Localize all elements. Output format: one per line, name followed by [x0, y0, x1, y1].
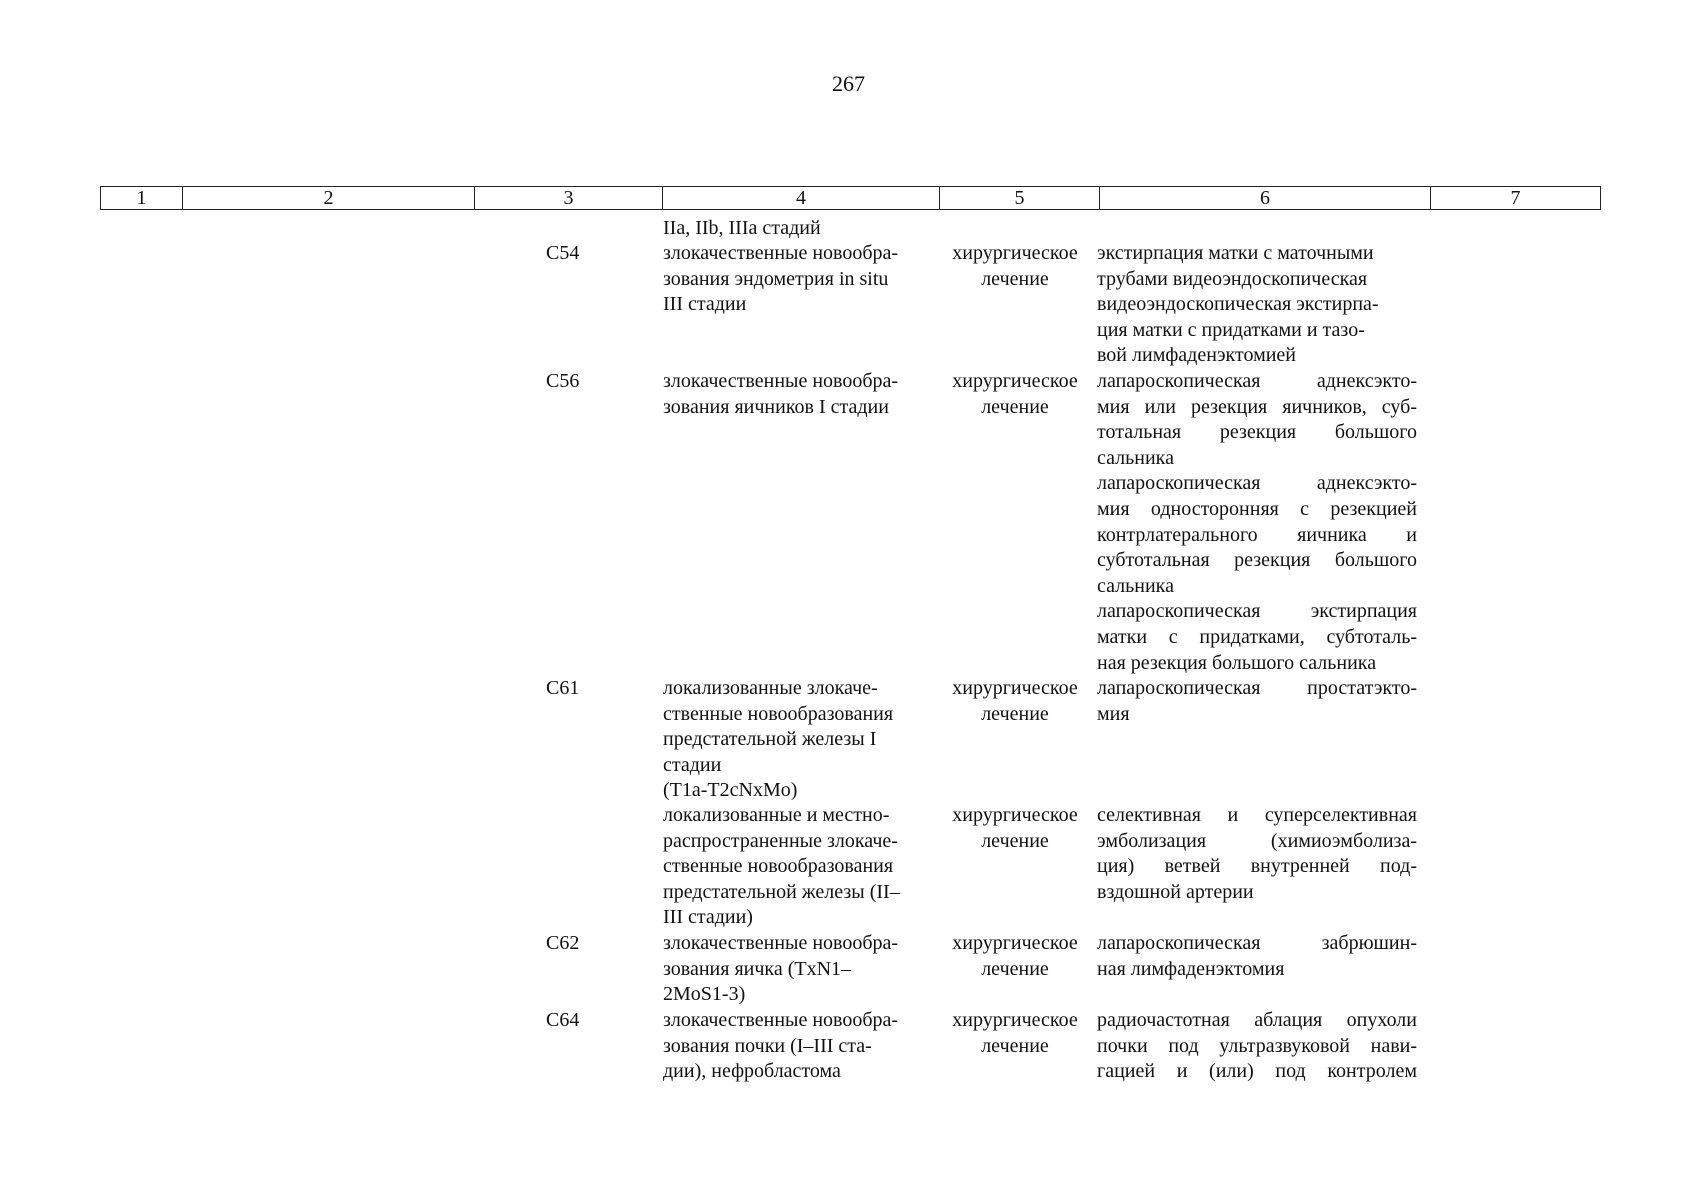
- method-cell-line: мия: [1097, 702, 1130, 725]
- treatment-type-cell: [940, 1008, 1090, 1059]
- method-cell-line: почки под ультразвуковой нави-: [1097, 1034, 1417, 1057]
- method-cell: [1097, 676, 1417, 727]
- method-cell-line: трубами видеоэндоскопическая: [1097, 267, 1368, 290]
- diagnosis-cell-line: локализованные и местно-: [663, 804, 890, 826]
- diagnosis-cell: [663, 216, 931, 242]
- column-number-3: 3: [475, 187, 663, 210]
- diagnosis-cell-line: предстательной железы I: [663, 728, 877, 751]
- method-cell-line: лапароскопическая простатэкто-: [1097, 677, 1417, 699]
- diagnosis-cell-line: III стадии): [663, 906, 753, 929]
- treatment-type-cell-line: лечение: [981, 702, 1049, 725]
- method-cell-line: лапароскопическая забрюшин-: [1097, 932, 1417, 954]
- diagnosis-cell-line: злокачественные новообра-: [663, 370, 899, 392]
- diagnosis-cell-line: зования почки (I–III ста-: [663, 1034, 872, 1057]
- treatment-type-cell-line: лечение: [981, 267, 1049, 290]
- method-cell-line: видеоэндоскопическая экстирпа-: [1097, 293, 1379, 316]
- diagnosis-cell-line: зования эндометрия in situ: [663, 267, 889, 290]
- diagnosis-cell: [663, 241, 931, 318]
- column-number-2: 2: [183, 187, 475, 210]
- treatment-type-cell-line: хирургическое: [952, 804, 1078, 826]
- diagnosis-cell-line: злокачественные новообра-: [663, 932, 899, 954]
- method-cell: [1097, 803, 1417, 905]
- method-cell-line: сальника: [1097, 574, 1174, 597]
- method-cell-line: ная лимфаденэктомия: [1097, 957, 1285, 980]
- method-cell-line: вой лимфаденэктомией: [1097, 344, 1297, 367]
- icd-code: C64: [546, 1009, 580, 1031]
- treatment-type-cell-line: хирургическое: [952, 1009, 1078, 1031]
- method-cell-line: лапароскопическая аднексэкто-: [1097, 370, 1417, 392]
- method-cell-line: мия односторонняя с резекцией: [1097, 497, 1417, 520]
- diagnosis-cell-line: III стадии: [663, 293, 747, 316]
- method-cell-line: ная резекция большого сальника: [1097, 651, 1377, 674]
- icd-code: C54: [546, 242, 580, 264]
- method-cell: [1097, 241, 1417, 369]
- column-number-6: 6: [1100, 187, 1431, 210]
- method-cell-line: субтотальная резекция большого: [1097, 549, 1417, 572]
- method-cell-line: вздошной артерии: [1097, 880, 1254, 903]
- method-cell-line: селективная и суперселективная: [1097, 804, 1417, 826]
- page-number: 267: [832, 71, 865, 96]
- method-cell: [1097, 369, 1417, 676]
- diagnosis-cell-line: ственные новообразования: [663, 702, 894, 725]
- method-cell-line: матки с придатками, субтоталь-: [1097, 625, 1417, 648]
- treatment-type-cell-line: хирургическое: [952, 932, 1078, 954]
- treatment-type-cell-line: лечение: [981, 829, 1049, 852]
- diagnosis-cell-line: дии), нефробластома: [663, 1060, 841, 1083]
- diagnosis-cell-line: предстательной железы (II–: [663, 880, 900, 903]
- diagnosis-cell-line: распространенные злокаче-: [663, 829, 898, 852]
- diagnosis-cell: [663, 676, 931, 804]
- method-cell-line: лапароскопическая экстирпация: [1097, 600, 1417, 623]
- diagnosis-cell: [663, 803, 931, 931]
- icd-code: C56: [546, 370, 580, 392]
- diagnosis-cell-line: локализованные злокаче-: [663, 677, 878, 699]
- diagnosis-cell: [663, 1008, 931, 1085]
- method-cell-line: мия или резекция яичников, суб-: [1097, 395, 1417, 418]
- diagnosis-cell-line: ственные новообразования: [663, 855, 894, 878]
- diagnosis-cell-line: зования яичка (TxN1–: [663, 957, 852, 980]
- column-number-4: 4: [663, 187, 940, 210]
- treatment-type-cell-line: хирургическое: [952, 370, 1078, 392]
- method-cell-line: гацией и (или) под контролем: [1097, 1060, 1417, 1083]
- treatment-type-cell: [940, 803, 1090, 854]
- method-cell-line: радиочастотная аблация опухоли: [1097, 1009, 1417, 1031]
- diagnosis-cell-line: IIa, IIb, IIIa стадий: [663, 216, 821, 239]
- method-cell: [1097, 931, 1417, 982]
- method-cell-line: ция) ветвей внутренней под-: [1097, 855, 1417, 878]
- method-cell-line: эмболизация (химиоэмболиза-: [1097, 829, 1417, 852]
- treatment-type-cell-line: лечение: [981, 957, 1049, 980]
- diagnosis-cell-line: злокачественные новообра-: [663, 242, 899, 264]
- treatment-type-cell: [940, 241, 1090, 292]
- treatment-type-cell: [940, 676, 1090, 727]
- treatment-type-cell-line: лечение: [981, 395, 1049, 418]
- method-cell-line: тотальная резекция большого: [1097, 421, 1417, 444]
- method-cell-line: ция матки с придатками и тазо-: [1097, 318, 1365, 341]
- column-number-5: 5: [940, 187, 1100, 210]
- diagnosis-cell: [663, 931, 931, 1008]
- method-cell-line: контрлатерального яичника и: [1097, 523, 1417, 546]
- diagnosis-cell-line: стадии: [663, 753, 722, 776]
- treatment-type-cell-line: лечение: [981, 1034, 1049, 1057]
- treatment-type-cell-line: хирургическое: [952, 677, 1078, 699]
- diagnosis-cell-line: зования яичников I стадии: [663, 395, 889, 418]
- diagnosis-cell: [663, 369, 931, 420]
- method-cell-line: лапароскопическая аднексэкто-: [1097, 472, 1417, 495]
- column-number-1: 1: [101, 187, 183, 210]
- diagnosis-cell-line: 2MoS1-3): [663, 983, 746, 1006]
- icd-code: C62: [546, 932, 580, 954]
- treatment-type-cell: [940, 931, 1090, 982]
- method-cell-line: экстирпация матки с маточными: [1097, 242, 1374, 264]
- column-number-header: [100, 186, 1601, 210]
- treatment-type-cell-line: хирургическое: [952, 242, 1078, 264]
- treatment-type-cell: [940, 369, 1090, 420]
- icd-code: C61: [546, 677, 580, 699]
- diagnosis-cell-line: злокачественные новообра-: [663, 1009, 899, 1031]
- method-cell: [1097, 1008, 1417, 1085]
- column-number-7: 7: [1431, 187, 1601, 210]
- diagnosis-cell-line: (T1a-T2cNxMo): [663, 779, 798, 802]
- method-cell-line: сальника: [1097, 446, 1174, 469]
